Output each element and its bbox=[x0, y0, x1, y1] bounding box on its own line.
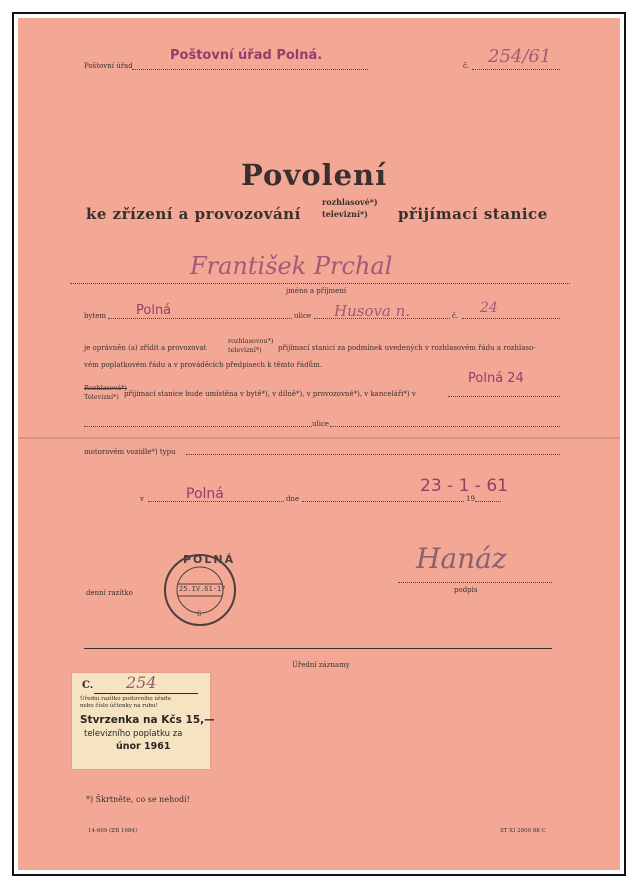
number-line bbox=[472, 69, 560, 70]
receipt-label bbox=[72, 673, 215, 769]
residence-label: bytem bbox=[84, 312, 107, 320]
location-line bbox=[448, 396, 560, 397]
auth-text-a: je oprávněn (a) zřídit a provozovat bbox=[84, 344, 207, 352]
street-value: Husova n. bbox=[334, 302, 411, 320]
office-label: Poštovní úřad bbox=[84, 62, 133, 70]
office-stamp: Poštovní úřad Polná. bbox=[170, 48, 323, 63]
location-value: Polná 24 bbox=[468, 371, 524, 386]
issued-date-label: dne bbox=[286, 495, 300, 503]
subtitle-option-radio: rozhlasové*) bbox=[322, 197, 378, 207]
issued-date-line bbox=[302, 501, 464, 502]
signature-label: podpis bbox=[454, 586, 478, 594]
issued-year-label: 19 bbox=[466, 495, 475, 503]
location-option-radio: Rozhlasová*) bbox=[84, 384, 127, 392]
receipt-number-line bbox=[94, 693, 198, 694]
footnote: *) Škrtněte, co se nehodí! bbox=[86, 795, 190, 804]
receipt-line1: Úřední razítko poštovního úřadu bbox=[80, 696, 171, 702]
issued-year-line bbox=[475, 501, 501, 502]
subtitle-prefix: ke zřízení a provozování bbox=[86, 205, 301, 223]
street-label: ulice bbox=[294, 312, 312, 320]
signature-line bbox=[398, 582, 552, 583]
postmark-number: 6 bbox=[197, 610, 202, 618]
paper-fold bbox=[18, 437, 620, 439]
house-no-label: č. bbox=[452, 312, 459, 320]
form-code-left: 14-609 (ZB 1984) bbox=[88, 828, 138, 834]
subtitle-suffix: přijímací stanice bbox=[398, 205, 548, 223]
vehicle-type-label: motorovém vozidle*) typu bbox=[84, 448, 176, 456]
auth-text-b: přijímací stanici za podmínek uvedených v rozhlasovém řádu a rozhlaso- bbox=[278, 344, 536, 352]
subtitle-mark-2: *) bbox=[360, 209, 368, 219]
subtitle-option-tv: televizní*) bbox=[322, 209, 368, 219]
holder-name-handwritten: František Prchal bbox=[190, 252, 393, 280]
number-prefix: č. bbox=[463, 62, 470, 70]
house-no-line bbox=[462, 318, 560, 319]
issued-place: Polná bbox=[186, 486, 224, 502]
location-option-tv: Televizní*) bbox=[84, 393, 119, 401]
receipt-line3: Stvrzenka na Kčs 15,— bbox=[80, 714, 215, 726]
records-divider bbox=[84, 648, 552, 649]
issued-date: 23 - 1 - 61 bbox=[420, 476, 508, 496]
location-text: přijímací stanice bude umístěna v bytě*), v dílně*), v provozovně*), v kanceláři*) v bbox=[124, 390, 416, 398]
receipt-prefix: C. bbox=[82, 680, 94, 691]
number-handwritten: 254/61 bbox=[488, 46, 552, 67]
issued-in-label: v bbox=[140, 495, 144, 503]
receipt-number: 254 bbox=[126, 673, 157, 692]
form-code-right: ST XI 2900 88 C bbox=[500, 828, 546, 834]
receipt-line5: únor 1961 bbox=[116, 741, 171, 752]
receipt-line2: nebo číslo účtenky na rubu! bbox=[80, 703, 158, 709]
subtitle-mark-1: *) bbox=[369, 197, 378, 207]
house-no-value: 24 bbox=[480, 300, 498, 316]
postmark-date: 25.IV.61-17 bbox=[179, 585, 226, 593]
postmark-town: POLNÁ bbox=[183, 553, 236, 566]
signature-handwritten: Hanáz bbox=[416, 542, 507, 575]
location-street-line-b bbox=[330, 426, 560, 427]
receipt-line4: televizního poplatku za bbox=[84, 729, 183, 739]
residence-value: Polná bbox=[136, 303, 172, 318]
location-street-line-a bbox=[84, 426, 312, 427]
auth-option-radio: rozhlasovou*) bbox=[228, 337, 274, 345]
auth-option-tv: televizní*) bbox=[228, 346, 262, 354]
page-title: Povolení bbox=[241, 158, 388, 192]
vehicle-type-line bbox=[186, 454, 560, 455]
office-line bbox=[132, 69, 368, 70]
name-label: jméno a příjmení bbox=[286, 287, 347, 295]
records-label: Úřední záznamy bbox=[292, 661, 350, 669]
residence-line bbox=[108, 318, 292, 319]
auth-text-line2: vém poplatkovém řádu a v prováděcích předpisech k těmto řádům. bbox=[84, 361, 322, 369]
stamp-label: denní razítko bbox=[86, 589, 133, 597]
name-line bbox=[70, 283, 570, 284]
location-street-label: ulice bbox=[312, 420, 330, 428]
